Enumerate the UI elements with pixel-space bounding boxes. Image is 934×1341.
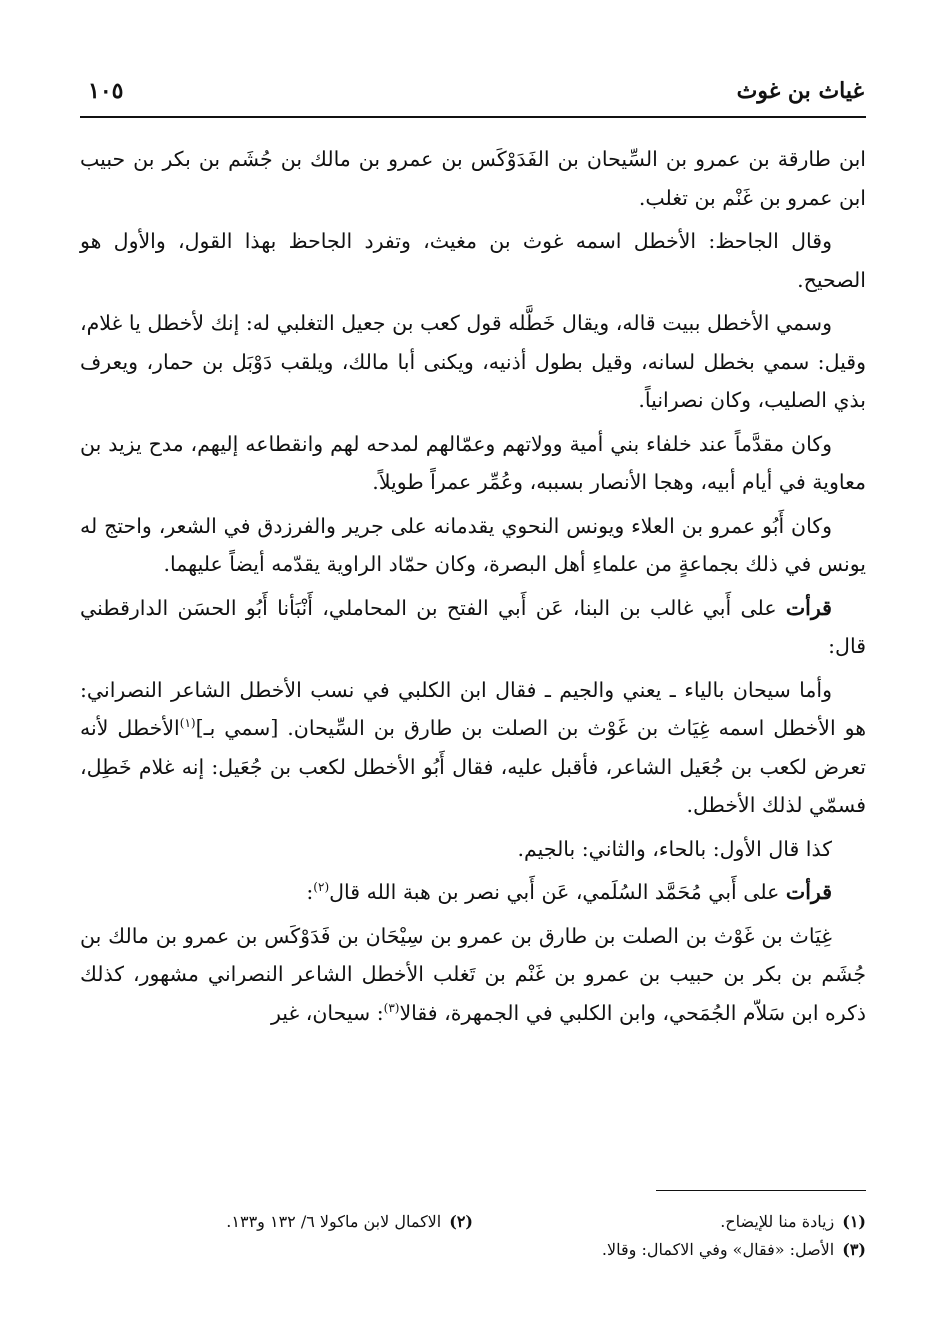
footnote-3-text: الأصل: «فقال» وفي الاكمال: وقالا.	[601, 1240, 835, 1259]
paragraph-7	[80, 671, 866, 825]
paragraph-6-text: على أَبي غالب بن البنا، عَن أَبي الفتح بن المحاملي، أَنْبَأنا أَبُو الحسَن الدارقطني قال:	[80, 595, 866, 658]
paragraph-7-text-b: الأخطل لأنه تعرض لكعب بن جُعَيل الشاعر، فأقبل عليه، فقال أَبُو الأخطل لكعب بن جُعَيل: إنه غلام خَطِل، فسمّي لذلك الأخطل.	[80, 716, 866, 817]
page-number: ١٠٥	[88, 78, 124, 104]
paragraph-5: وكان أَبُو عمرو بن العلاء ويونس النحوي يقدمانه على جرير والفرزدق في الشعر، واحتج له يونس في ذلك بجماعةٍ من علماءِ أهل البصرة، وكان حمّاد الراوية يقدّمه أيضاً عليهما.	[80, 513, 866, 576]
header-title: غياث بن غوث	[736, 78, 864, 104]
running-header	[80, 72, 866, 118]
footnote-2-text: الاكمال لابن ماكولا ٦/ ١٣٢ و١٣٣.	[226, 1212, 442, 1231]
paragraph-3: وسمي الأخطل ببيت قاله، ويقال خَطَّله قول كعب بن جعيل التغلبي له: إنك لأخطل يا غلام، وقيل: سمي بخطل لسانه، وقيل بطول أذنيه، ويكنى أبا مالك، ويلقب دَوْبَل بن حمار، ويعرف بذي الصليب، وكان نصرانياً.	[80, 311, 866, 412]
paragraph-6	[80, 589, 866, 666]
paragraph-10	[80, 917, 866, 1033]
paragraph-1: ابن طارقة بن عمرو بن السِّيحان بن الفَدَوْكَس بن عمرو بن مالك بن جُشَم بن بكر بن حبيب ابن عمرو بن غَنْم بن تغلب.	[80, 147, 866, 210]
paragraph-10-text-b: : سيحان، غير	[270, 1000, 384, 1025]
footnote-ref-3: (٣)	[383, 1000, 400, 1015]
paragraph-8: كذا قال الأول: بالحاء، والثاني: بالجيم.	[517, 836, 832, 861]
paragraph-2: وقال الجاحظ: الأخطل اسمه غوث بن مغيث، وتفرد الجاحظ بهذا القول، والأول هو الصحيح.	[80, 229, 866, 292]
paragraph-6-lead: قرأت	[785, 595, 832, 620]
footnote-ref-1: (١)	[179, 716, 196, 731]
paragraph-10-text-a: غِيَاث بن غَوْث بن الصلت بن طارق بن عمرو بن سِيْحَان بن فَدَوْكَس بن عمرو بن مالك بن جُشَم بن بكر بن حبيب بن عمرو بن غَنْم بن تَغلب الأخطل الشاعر النصراني مشهور، كذلك ذكره ابن سَلاّم الجُمَحي، وابن الكلبي في الجمهرة، فقالا	[80, 923, 866, 1025]
footnote-row-1	[80, 1208, 866, 1236]
footnote-1	[473, 1208, 866, 1236]
footnotes	[80, 1208, 866, 1264]
main-text	[80, 140, 866, 1037]
footnote-ref-2: (٢)	[313, 880, 330, 895]
footnote-2	[80, 1208, 473, 1236]
paragraph-9-colon: :	[306, 880, 314, 904]
footnote-separator	[656, 1190, 866, 1191]
footnote-2-number: (٢)	[449, 1212, 473, 1231]
footnote-1-number: (١)	[842, 1212, 866, 1231]
paragraph-4: وكان مقدَّماً عند خلفاء بني أمية وولاتهم وعمّالهم لمدحه لهم وانقطاعه إليهم، مدح يزيد بن معاوية في أيام أبيه، وهجا الأنصار بسببه، وعُمِّر عمراً طويلاً.	[80, 431, 866, 494]
footnote-1-text: زيادة منا للإيضاح.	[720, 1212, 835, 1231]
footnote-3	[466, 1236, 866, 1264]
paragraph-9-text: على أَبي مُحَمَّد السُلَمي، عَن أَبي نصر بن هبة الله قال	[329, 880, 780, 904]
footnote-3-number: (٣)	[842, 1240, 866, 1259]
footnote-row-2	[80, 1236, 866, 1264]
paragraph-9-lead: قرأت	[785, 880, 832, 904]
paragraph-7-text-a: وأما سيحان بالياء ـ يعني والجيم ـ فقال ابن الكلبي في نسب الأخطل الشاعر النصراني: هو الأخطل اسمه غِيَاث بن غَوْث بن الصلت بن طارق بن السِّيحان. [سمي بـ]	[80, 677, 867, 740]
paragraph-9	[80, 873, 866, 912]
